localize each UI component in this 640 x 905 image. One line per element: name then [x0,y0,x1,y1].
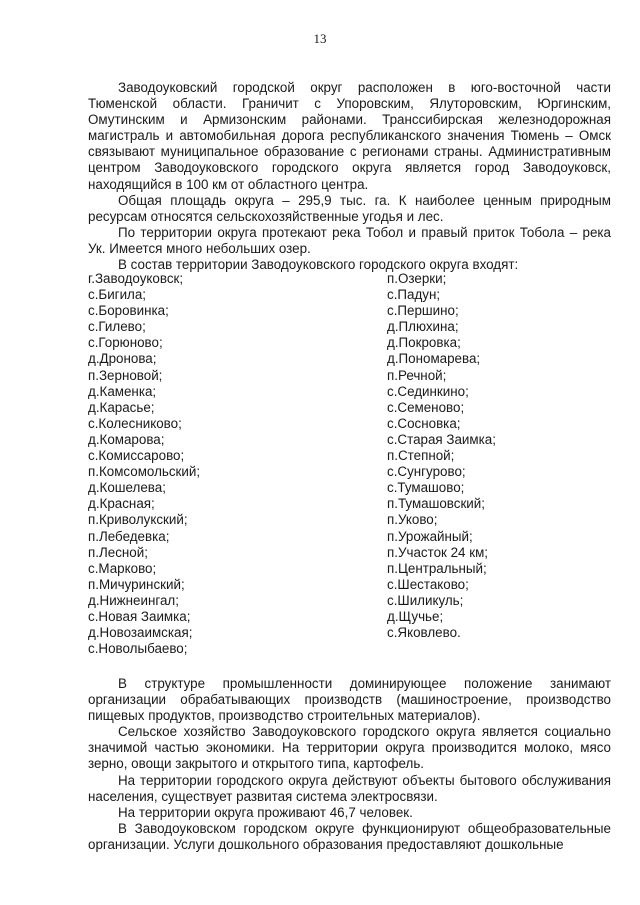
settlement-item: п.Урожайный; [387,528,473,544]
paragraph: Сельское хозяйство Заводоуковского городского округа является социально значимой частью экономики. На территории округа производится молоко, мясо зерно, овощи закрытого и открытого типа, картофель. [88,724,611,772]
settlement-item: с.Яковлево. [387,625,461,641]
paragraph: Заводоуковский городской округ расположен в юго-восточной части Тюменской области. Граничит с Упоровским, Ялуторовским, Юргинским, Омутинским и Армизонским районами. Транссибирская железнодорожная магистраль и автомобильная дорога республиканского значения Тюмень – Омск связывают муниципальное образование с регионами страны. Административным центром Заводоуковского городского округа является город Заводоуковск, находящийся в 100 км от областного центра. [88,80,611,192]
settlement-item: с.Падун; [387,287,441,303]
settlement-item: д.Плюхина; [387,319,459,335]
settlement-item: д.Нижнеингал; [88,592,179,608]
settlement-item: д.Карасье; [88,399,155,415]
settlements-right-column [387,271,496,641]
paragraph: В структуре промышленности доминирующее положение занимают организации обрабатывающих производств (машиностроение, производство пищевых продуктов, производство строительных материалов). [88,676,611,724]
settlement-item: с.Гилево; [88,319,146,335]
settlement-item: с.Сосновка; [387,415,461,431]
settlement-item: с.Першино; [387,303,459,319]
paragraph: В состав территории Заводоуковского городского округа входят: [118,257,519,273]
settlement-item: с.Старая Заимка; [387,431,496,447]
settlement-item: с.Горюново; [88,335,163,351]
settlement-item: п.Речной; [387,367,447,383]
settlement-item: с.Семеново; [387,399,465,415]
settlement-item: п.Центральный; [387,560,487,576]
settlement-item: с.Тумашово; [387,480,465,496]
settlement-item: п.Зерновой; [88,367,163,383]
settlement-item: с.Боровинка; [88,303,169,319]
paragraph: По территории округа протекают река Тобол и правый приток Тобола – река Ук. Имеется много небольших озер. [88,224,611,256]
settlement-item: п.Участок 24 км; [387,544,489,560]
settlement-item: г.Заводоуковск; [88,271,184,286]
settlement-item: с.Бигила; [88,287,147,303]
settlement-item: д.Красная; [88,496,155,512]
settlement-item: п.Лесной; [88,544,148,560]
settlement-item: д.Покровка; [387,335,461,351]
settlement-item: д.Новозаимская; [88,625,193,641]
paragraph: В Заводоуковском городском округе функционируют общеобразовательные организации. Услуги дошкольного образования предоставляют дошкольные [88,820,611,852]
intro-text [88,80,611,273]
settlement-item: п.Озерки; [387,271,447,286]
settlement-item: д.Пономарева; [387,351,481,367]
settlement-item: с.Сунгурово; [387,464,466,480]
paragraph: На территории городского округа действуют объекты бытового обслуживания населения, существует развитая система электросвязи. [88,772,611,804]
settlements-left-column [88,271,200,657]
settlement-item: д.Комарова; [88,431,165,447]
settlement-item: с.Колесниково; [88,415,182,431]
settlement-item: с.Комиссарово; [88,448,185,464]
paragraph: На территории округа проживают 46,7 человек. [118,804,413,820]
settlement-item: д.Дронова; [88,351,157,367]
settlement-item: с.Шестаково; [387,576,469,592]
settlement-item: с.Новолыбаево; [88,641,188,657]
settlement-item: д.Каменка; [88,383,157,399]
page-number: 13 [313,31,327,46]
settlement-item: п.Криволукский; [88,512,188,528]
settlement-item: д.Кошелева; [88,480,166,496]
settlement-item: с.Марково; [88,560,157,576]
settlement-item: п.Мичуринский; [88,576,185,592]
settlement-item: п.Степной; [387,448,455,464]
outro-text [88,676,611,853]
settlement-item: д.Щучье; [387,608,444,624]
settlement-item: п.Уково; [387,512,438,528]
settlement-item: с.Новая Заимка; [88,608,191,624]
settlement-item: п.Лебедевка; [88,528,170,544]
settlement-item: с.Шиликуль; [387,592,464,608]
paragraph: Общая площадь округа – 295,9 тыс. га. К наиболее ценным природным ресурсам относятся сельскохозяйственные угодья и лес. [88,192,611,224]
settlement-item: с.Сединкино; [387,383,469,399]
settlement-item: п.Тумашовский; [387,496,485,512]
settlement-item: п.Комсомольский; [88,464,201,480]
